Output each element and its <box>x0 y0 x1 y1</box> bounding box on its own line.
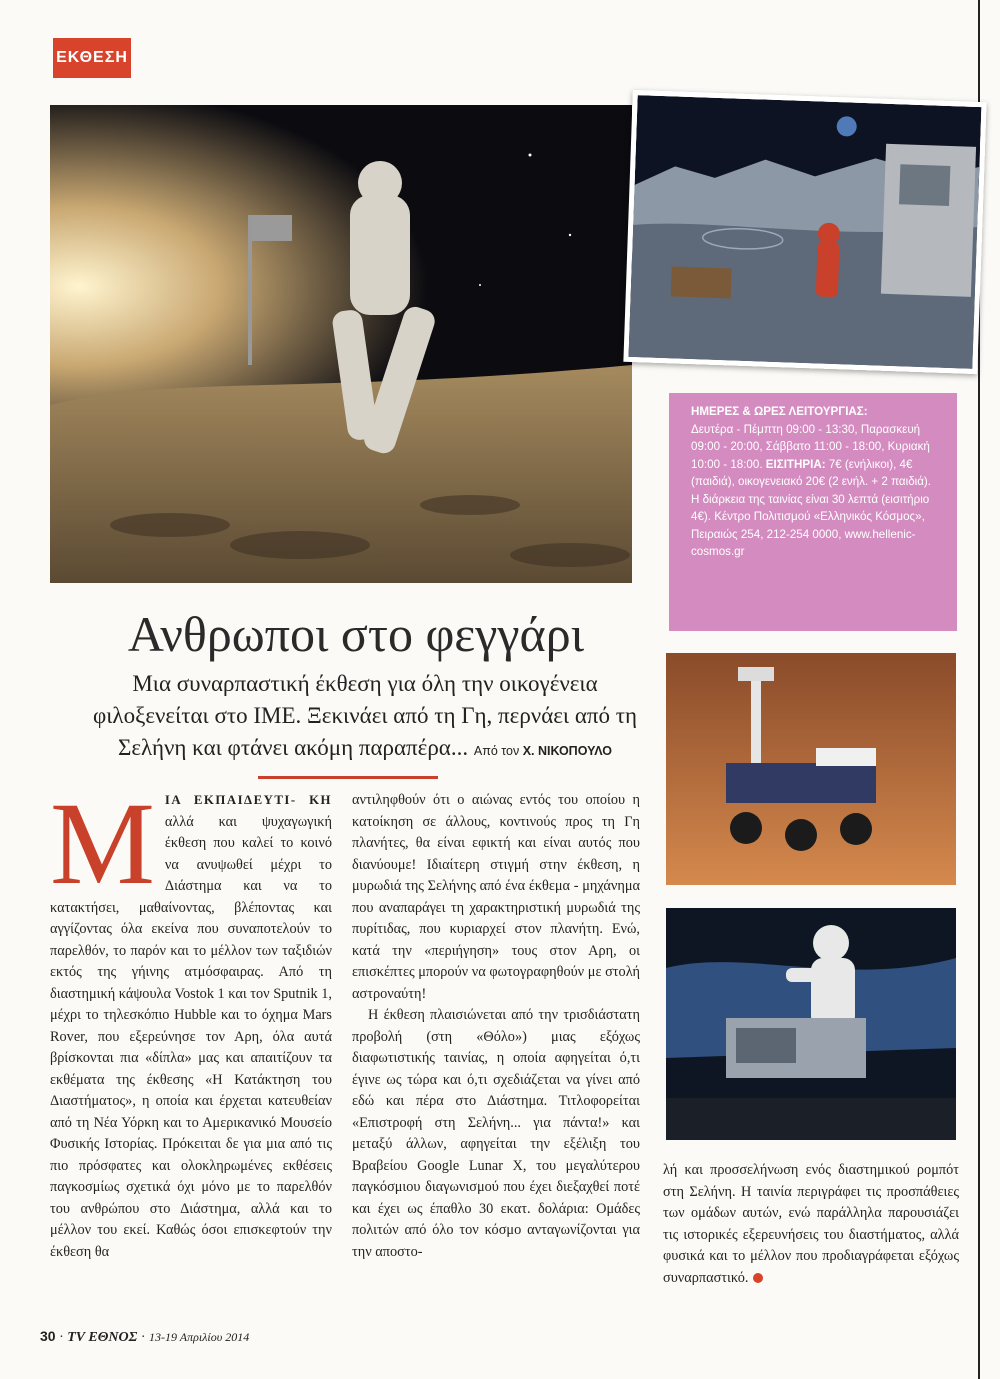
column-2-paragraph-2: Η έκθεση πλαισιώνεται από την τρισδιάστατη προβολή (στη «Θόλο») μιας εξόχως διαφωτιστικής ταινίας, η οποία αφηγείται ό,τι έγινε ως τώρα και ό,τι σχεδιάζεται να γίνει από εδώ και πέρα στο Διάστημα. Τιτλοφορείται «Επιστροφή στη Σελήνη... για πάντα!» και μεταξύ άλλων, αφηγείται την εξέλιξη του Βραβείου Google Lunar X, του μεγαλύτερου παγκόσμιου διαγωνισμού που έχει διεξαχθεί ποτέ και έχει ως έπαθλο 30 εκατ. δολάρια: Ομάδες πολιτών από όλο τον κόσμο ανταγωνίζονται για την αποστο- <box>352 1007 640 1260</box>
article-column-2 <box>352 790 640 1263</box>
end-mark-icon <box>753 1273 763 1283</box>
info-box-tickets: 7€ (ενήλικοι), 4€ (παιδιά), οικογενειακό 20€ (2 ενήλ. + 2 παιδιά). Η διάρκεια της ταινίας είναι 30 λεπτά (εισιτήριο 4€). Κέντρο Πολιτισμού «Ελληνικός Κόσμος», Πειραιώς 254, 212-254 0000, www.hellenic-cosmos.gr <box>691 457 932 558</box>
page-footer: 30 · TV ΕΘΝΟΣ · 13-19 Απριλίου 2014 <box>40 1328 250 1345</box>
column-1-text: αλλά και ψυχαγωγική έκθεση που καλεί το κοινό να ανυψωθεί μέχρι το Διάστημα και να το κατακτήσει, μαθαίνοντας, βλέποντας και αγγίζοντας όλα εκείνα που συναποτελούν το παρελθόν, το παρόν και το μέλλον των ταξιδιών εκτός της γήινης ατμόσφαιρας. Από τη διαστημική κάψουλα Vostok 1 και τον Sputnik 1, μέχρι το τηλεσκόπιο Hubble και το όχημα Mars Rover, που εξερεύνησε τον Αρη, όλα αυτά βρίσκονται πια «δίπλα» μας και απαιτίζουν τα εκθέματα της έκθεσης «Η Κατάκτηση του Διαστήματος», η οποία και έρχεται κατευθείαν από τη Νέα Υόρκη και το Αμερικανικό Μουσείο Φυσικής Ιστορίας. Πρόκειται δε για μια από τις πιο πρόσφατες και ολοκληρωμένες εκθέσεις παγκοσμίως σχετικά όχι μόνο με το παρελθόν του ανθρώπου στο Διάστημα, αλλά και το μέλλον του εκεί. Καθώς όσοι επισκεφτούν την έκθεση θα <box>50 813 332 1260</box>
info-box-tickets-label: ΕΙΣΙΤΗΡΙΑ: <box>765 457 826 471</box>
byline <box>474 744 612 758</box>
article-title: Ανθρωποι στο φεγγάρι <box>127 606 585 662</box>
mars-rover-photo <box>666 653 956 885</box>
article-dek-text: Μια συναρπαστική έκθεση για όλη την οικογένεια φιλοξενείται στο ΙΜΕ. Ξεκινάει από τη Γη, περνάει από τη Σελήνη και φτάνει ακόμη παραπέρα... <box>92 671 638 760</box>
hero-photo-astronaut-on-moon <box>50 105 632 583</box>
section-tag: ΕΚΘΕΣΗ <box>53 38 131 78</box>
lunar-base-photo <box>623 90 986 374</box>
magazine-name: TV ΕΘΝΟΣ <box>67 1330 138 1345</box>
article-column-1 <box>50 778 332 1263</box>
info-box-heading: ΗΜΕΡΕΣ & ΩΡΕΣ ΛΕΙΤΟΥΡΓΙΑΣ: <box>691 405 868 418</box>
article-column-3 <box>663 1160 959 1289</box>
info-box-hours: Δευτέρα - Πέμπτη 09:00 - 13:30, Παρασκευή 09:00 - 20:00, Σάββατο 11:00 - 18:00, Κυριακή 10:00 - 18:00. <box>691 422 930 471</box>
drop-cap: Μ <box>50 778 155 909</box>
article-dek <box>80 668 650 767</box>
issue-date: 13-19 Απριλίου 2014 <box>148 1330 250 1344</box>
divider-rule <box>258 776 438 779</box>
astronaut-exhibit-photo <box>666 908 956 1140</box>
byline-prefix: Από τον <box>473 744 520 758</box>
column-2-paragraph-1: αντιληφθούν ότι ο αιώνας εντός του οποίου η κατοίκηση σε άλλους, κοντινούς προς τη Γη πλανήτες, θα είναι εφικτή και είναι αυτός που διανύουμε! Ιδιαίτερη στιγμή στην έκθεση, η μυρωδιά της Σελήνης από ένα έκθεμα - μηχάνημα που αναπαράγει τη χαρακτηριστική μυρωδιά της πυρίτιδας, που κυριαρχεί στον πλανήτη. Ενώ, κατά την «περιήγηση» τους στον Αρη, οι επισκέπτες μπορούν να φωτογραφηθούν με στολή αστροναύτη! <box>352 792 640 1002</box>
column-3-text: λή και προσσελήνωση ενός διαστημικού ρομπότ στη Σελήνη. Η ταινία περιγράφει τις προσπάθειες των ομάδων αυτών, ενώ παράλληλα παρουσιάζει τις ιστορικές εξερευνήσεις του διαστήματος, αλλά φυσικά και το μέλλον που προδιαγράφεται εξόχως συναρπαστικό. <box>663 1162 959 1286</box>
byline-author: Χ. ΝΙΚΟΠΟΥΛΟ <box>522 744 612 758</box>
lead-caps: ΙΑ ΕΚΠΑΙΔΕΥΤΙ- ΚΗ <box>164 793 332 807</box>
info-box-hours-tickets <box>669 393 957 631</box>
page-number: 30 <box>40 1328 56 1344</box>
